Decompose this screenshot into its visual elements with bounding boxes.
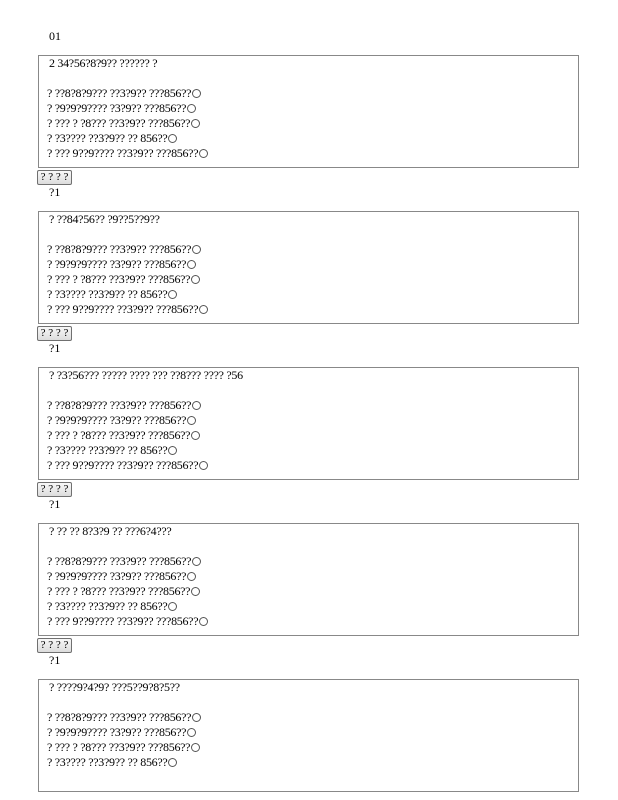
option-list: [47, 554, 208, 629]
option-row[interactable]: [47, 398, 208, 413]
question-block: [38, 55, 579, 168]
radio-button[interactable]: [168, 134, 177, 143]
option-label: ? ??? ? ?8??? ??3?9?? ???856??: [47, 428, 191, 442]
option-row[interactable]: [47, 443, 208, 458]
option-row[interactable]: [47, 287, 208, 302]
question-text: ? ?? ?? 8?3?9 ?? ???6?4???: [49, 524, 172, 538]
radio-button[interactable]: [191, 431, 200, 440]
option-row[interactable]: [47, 131, 208, 146]
option-row[interactable]: [47, 116, 208, 131]
option-row[interactable]: [47, 599, 208, 614]
option-row[interactable]: [47, 710, 201, 725]
option-row[interactable]: [47, 272, 208, 287]
option-label: ? ?9?9?9???? ?3?9?? ???856??: [47, 725, 187, 739]
question-text: ? ?3?56??? ????? ???? ??? ??8??? ???? ?56: [49, 368, 243, 382]
option-label: ? ?3???? ??3?9?? ?? 856??: [47, 599, 168, 613]
option-label: ? ??? ? ?8??? ??3?9?? ???856??: [47, 740, 191, 754]
option-label: ? ?9?9?9???? ?3?9?? ???856??: [47, 569, 187, 583]
option-row[interactable]: [47, 146, 208, 161]
option-label: ? ??8?8?9??? ??3?9?? ???856??: [47, 242, 192, 256]
radio-button[interactable]: [191, 587, 200, 596]
radio-button[interactable]: [168, 758, 177, 767]
radio-button[interactable]: [187, 260, 196, 269]
radio-button[interactable]: [187, 572, 196, 581]
option-row[interactable]: [47, 740, 201, 755]
option-label: ? ?9?9?9???? ?3?9?? ???856??: [47, 101, 187, 115]
question-block: [38, 679, 579, 792]
radio-button[interactable]: [187, 104, 196, 113]
radio-button[interactable]: [168, 602, 177, 611]
option-row[interactable]: [47, 554, 208, 569]
submit-button[interactable]: ? ? ? ?: [37, 482, 72, 497]
option-list: [47, 86, 208, 161]
option-row[interactable]: [47, 101, 208, 116]
radio-button[interactable]: [187, 728, 196, 737]
option-label: ? ??? ? ?8??? ??3?9?? ???856??: [47, 584, 191, 598]
radio-button[interactable]: [199, 617, 208, 626]
option-label: ? ??8?8?9??? ??3?9?? ???856??: [47, 398, 192, 412]
option-row[interactable]: [47, 257, 208, 272]
option-label: ? ?9?9?9???? ?3?9?? ???856??: [47, 413, 187, 427]
option-label: ? ??? ? ?8??? ??3?9?? ???856??: [47, 272, 191, 286]
option-list: [47, 710, 201, 770]
radio-button[interactable]: [199, 149, 208, 158]
page-number: 01: [49, 29, 61, 43]
score-label: ?1: [49, 341, 61, 355]
score-label: ?1: [49, 653, 61, 667]
option-row[interactable]: [47, 428, 208, 443]
option-label: ? ?3???? ??3?9?? ?? 856??: [47, 287, 168, 301]
option-row[interactable]: [47, 86, 208, 101]
question-text: ? ????9?4?9? ???5??9?8?5??: [49, 680, 180, 694]
option-label: ? ??? 9??9???? ??3?9?? ???856??: [47, 302, 199, 316]
question-block: [38, 211, 579, 324]
radio-button[interactable]: [192, 245, 201, 254]
option-label: ? ??8?8?9??? ??3?9?? ???856??: [47, 86, 192, 100]
score-label: ?1: [49, 497, 61, 511]
option-row[interactable]: [47, 584, 208, 599]
radio-button[interactable]: [191, 275, 200, 284]
option-label: ? ??8?8?9??? ??3?9?? ???856??: [47, 710, 192, 724]
radio-button[interactable]: [168, 446, 177, 455]
option-label: ? ??? 9??9???? ??3?9?? ???856??: [47, 458, 199, 472]
option-label: ? ?3???? ??3?9?? ?? 856??: [47, 755, 168, 769]
option-list: [47, 398, 208, 473]
option-label: ? ?3???? ??3?9?? ?? 856??: [47, 443, 168, 457]
radio-button[interactable]: [199, 461, 208, 470]
submit-button[interactable]: ? ? ? ?: [37, 170, 72, 185]
submit-button[interactable]: ? ? ? ?: [37, 326, 72, 341]
radio-button[interactable]: [187, 416, 196, 425]
radio-button[interactable]: [192, 713, 201, 722]
score-label: ?1: [49, 185, 61, 199]
radio-button[interactable]: [192, 89, 201, 98]
radio-button[interactable]: [191, 119, 200, 128]
option-row[interactable]: [47, 413, 208, 428]
radio-button[interactable]: [191, 743, 200, 752]
option-label: ? ??? 9??9???? ??3?9?? ???856??: [47, 146, 199, 160]
option-label: ? ?9?9?9???? ?3?9?? ???856??: [47, 257, 187, 271]
option-list: [47, 242, 208, 317]
question-text: ? ??84?56?? ?9??5??9??: [49, 212, 160, 226]
option-row[interactable]: [47, 755, 201, 770]
option-row[interactable]: [47, 242, 208, 257]
option-row[interactable]: [47, 458, 208, 473]
option-label: ? ??? 9??9???? ??3?9?? ???856??: [47, 614, 199, 628]
option-row[interactable]: [47, 302, 208, 317]
question-block: [38, 367, 579, 480]
option-row[interactable]: [47, 725, 201, 740]
radio-button[interactable]: [192, 401, 201, 410]
option-row[interactable]: [47, 614, 208, 629]
option-label: ? ?3???? ??3?9?? ?? 856??: [47, 131, 168, 145]
radio-button[interactable]: [168, 290, 177, 299]
option-row[interactable]: [47, 569, 208, 584]
submit-button[interactable]: ? ? ? ?: [37, 638, 72, 653]
radio-button[interactable]: [192, 557, 201, 566]
option-label: ? ??? ? ?8??? ??3?9?? ???856??: [47, 116, 191, 130]
radio-button[interactable]: [199, 305, 208, 314]
option-label: ? ??8?8?9??? ??3?9?? ???856??: [47, 554, 192, 568]
question-block: [38, 523, 579, 636]
question-text: 2 34?56?8?9?? ?????? ?: [49, 56, 158, 70]
